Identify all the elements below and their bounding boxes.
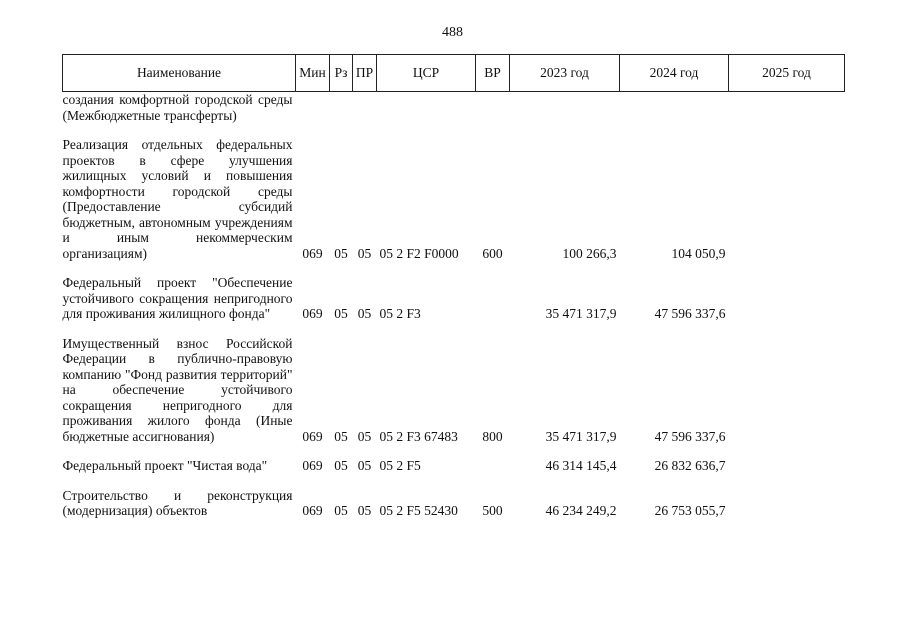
table-row [63, 275, 845, 322]
row-csr: 05 2 F3 67483 [379, 428, 458, 444]
row-pr: 05 [357, 245, 372, 261]
page-number: 488 [442, 25, 463, 40]
row-min: 069 [302, 306, 323, 321]
row-min: 069 [302, 245, 323, 261]
header-csr: ЦСР [377, 55, 476, 92]
row-rz [330, 92, 353, 124]
table-row [63, 488, 845, 519]
row-vr [476, 458, 510, 474]
row-rz: 05 [334, 245, 348, 261]
row-csr: 05 2 F2 F0000 [379, 245, 459, 261]
header-min: Мин [296, 55, 330, 92]
header-2023: 2023 год [510, 55, 620, 92]
row-2023: 35 471 317,9 [545, 428, 617, 444]
row-name: Строительство и реконструкция (модернизация) объектов [62, 487, 293, 518]
row-pr [353, 92, 377, 124]
row-rz: 05 [334, 503, 348, 518]
table-row [63, 458, 845, 474]
row-vr: 600 [482, 245, 503, 261]
row-2023: 100 266,3 [562, 245, 617, 261]
row-vr: 800 [482, 428, 503, 444]
table-header-row [63, 55, 845, 92]
row-name: Федеральный проект "Обеспечение устойчивого сокращения непригодного для проживания жилищного фонда" [62, 275, 293, 321]
row-2024: 26 753 055,7 [654, 503, 726, 518]
row-2025 [729, 488, 845, 519]
row-csr: 05 2 F5 52430 [379, 503, 458, 518]
budget-table [62, 54, 845, 519]
row-spacer [63, 444, 845, 458]
header-rz: Рз [330, 55, 353, 92]
row-spacer [63, 261, 845, 275]
row-name: создания комфортной городской среды (Межбюджетные трансферты) [62, 92, 293, 123]
row-csr: 05 2 F3 [379, 306, 421, 321]
row-min: 069 [302, 458, 323, 473]
row-2024 [620, 92, 729, 124]
row-csr [377, 92, 476, 124]
row-2025 [729, 137, 845, 261]
row-2024: 104 050,9 [671, 245, 726, 261]
row-2024: 26 832 636,7 [654, 458, 726, 473]
row-spacer [63, 123, 845, 137]
row-spacer [63, 322, 845, 336]
row-pr: 05 [357, 503, 372, 518]
row-2024: 47 596 337,6 [654, 306, 726, 321]
row-2024: 47 596 337,6 [654, 428, 726, 444]
row-rz: 05 [334, 306, 348, 321]
row-min: 069 [302, 503, 323, 518]
row-2023: 46 234 249,2 [545, 503, 617, 518]
row-pr: 05 [357, 428, 372, 444]
row-csr: 05 2 F5 [379, 458, 421, 473]
row-min: 069 [302, 428, 323, 444]
row-pr: 05 [357, 458, 372, 473]
row-pr: 05 [357, 306, 372, 321]
row-vr [476, 275, 510, 322]
row-spacer [63, 474, 845, 488]
header-vr: ВР [476, 55, 510, 92]
row-name: Реализация отдельных федеральных проектов в сфере улучшения жилищных условий и повышения комфортности городской среды (Предоставление субсидий бюджетным, автономным учреждениям и иным некоммерческим организациям) [62, 137, 293, 261]
row-2025 [729, 92, 845, 124]
row-2025 [729, 275, 845, 322]
table-row [63, 92, 845, 124]
row-2023 [510, 92, 620, 124]
row-2023: 46 314 145,4 [545, 458, 617, 473]
header-pr: ПР [353, 55, 377, 92]
table-row [63, 336, 845, 445]
row-rz: 05 [334, 428, 348, 444]
row-vr [476, 92, 510, 124]
row-vr: 500 [482, 503, 503, 518]
row-name: Имущественный взнос Российской Федерации в публично-правовую компанию "Фонд развития территорий" на обеспечение устойчивого сокращения непригодного для проживания жилого фонда (Иные бюджетные ассигнования) [62, 335, 293, 444]
row-2025 [729, 336, 845, 445]
row-2025 [729, 458, 845, 474]
header-2025: 2025 год [729, 55, 845, 92]
row-2023: 35 471 317,9 [545, 306, 617, 321]
table-row [63, 137, 845, 261]
header-2024: 2024 год [620, 55, 729, 92]
row-name: Федеральный проект "Чистая вода" [62, 458, 268, 473]
header-name: Наименование [63, 55, 296, 92]
row-min [296, 92, 330, 124]
row-rz: 05 [334, 458, 348, 473]
